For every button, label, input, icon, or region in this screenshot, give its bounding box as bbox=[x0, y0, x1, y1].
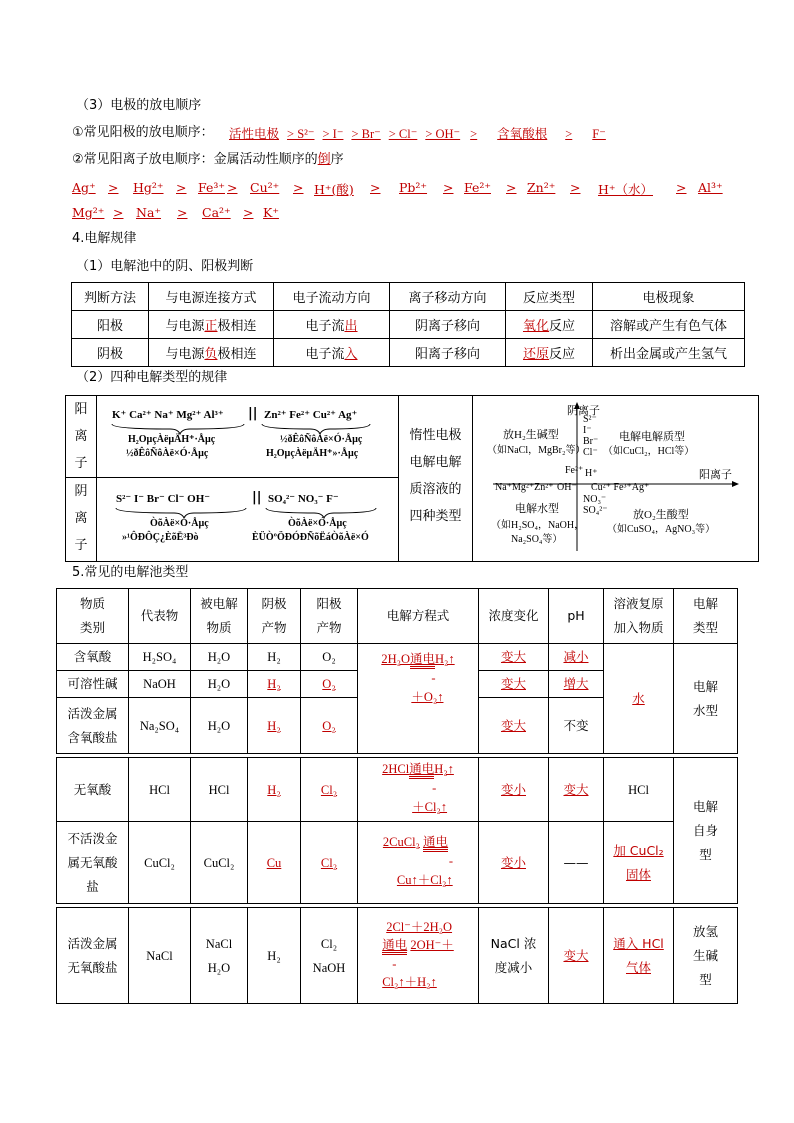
equation-cell bbox=[358, 644, 479, 754]
type-cell bbox=[674, 644, 738, 754]
cathode-product-cell: H₂ bbox=[248, 644, 301, 671]
cation-item: Na⁺ bbox=[136, 205, 161, 220]
cell-text: 反应 bbox=[549, 319, 576, 334]
type-cell bbox=[674, 908, 738, 1004]
greater-than-sign: > bbox=[177, 205, 188, 220]
cell-text: 电子流 bbox=[305, 347, 345, 362]
table-row bbox=[72, 311, 745, 339]
cell-text: NaCl H₂O bbox=[205, 936, 233, 975]
header-cell: 离子移动方向 bbox=[390, 283, 506, 311]
ion-label: I⁻ bbox=[583, 425, 592, 436]
cell-text: 极相连 bbox=[217, 319, 257, 334]
cathode-product-cell bbox=[248, 822, 301, 904]
type-text: 放氢生碱型 bbox=[692, 923, 718, 987]
representative-cell: HCl bbox=[129, 758, 191, 822]
eq-part: H₂↑ bbox=[434, 762, 454, 776]
electrode-judgement-heading: （1）电解池中的阴、阳极判断 bbox=[76, 259, 254, 274]
category-text: 活泼金属无氧酸盐 bbox=[67, 935, 118, 975]
cation-list-left: K⁺ Ca²⁺ Na⁺ Mg²⁺ Al³⁺ bbox=[112, 409, 224, 421]
anode-sequence-item: 活性电极 bbox=[229, 127, 280, 141]
cell-answer: 增大 bbox=[563, 676, 589, 691]
electrolyzed-cell: H₂O bbox=[191, 698, 248, 754]
cell-text: NaCl 浓度减小 bbox=[490, 935, 537, 975]
cation-item: Ca²⁺ bbox=[202, 205, 231, 220]
cell-answer: O₂ bbox=[322, 718, 336, 733]
cell-text: 与电源 bbox=[165, 319, 205, 334]
eq-part: - bbox=[448, 854, 454, 868]
eq-part: 2Cl⁻＋2H₂O bbox=[386, 919, 453, 934]
label-char: 离 bbox=[74, 511, 88, 526]
cation-item: H⁺(酸) bbox=[314, 182, 354, 197]
type-text: 电解自身型 bbox=[692, 798, 718, 862]
eq-part: 2OH⁻＋ bbox=[410, 937, 454, 952]
eq-part: - bbox=[392, 956, 397, 971]
header-text: 被电解物质 bbox=[200, 596, 238, 635]
cell-answer: 变大 bbox=[563, 947, 589, 963]
ion-label: Br⁻ bbox=[583, 436, 599, 447]
header-cell: 与电源连接方式 bbox=[149, 283, 274, 311]
eq-part: ＋O₂↑ bbox=[411, 690, 444, 704]
table-cell: 阴极 bbox=[72, 339, 149, 367]
table-cell bbox=[274, 311, 390, 339]
category-cell: 无氧酸 bbox=[57, 758, 129, 822]
anode-sequence-item: > S²⁻ bbox=[287, 127, 315, 141]
anion-axis-bottom bbox=[583, 494, 608, 516]
greater-than-sign: > bbox=[506, 180, 517, 195]
table-header-row bbox=[57, 589, 738, 644]
anode-sequence-item: > Cl⁻ bbox=[388, 127, 418, 141]
electrolysis-equation bbox=[382, 918, 454, 991]
cell-answer: H₂ bbox=[267, 782, 281, 797]
header-text: 阳极产物 bbox=[316, 596, 342, 635]
table-row bbox=[57, 644, 738, 671]
garbled-note: ½ðÊôÑôÀë×Ó·Åµç bbox=[280, 434, 363, 445]
cell-answer: H₂ bbox=[267, 718, 281, 733]
representative-cell: NaOH bbox=[129, 671, 191, 698]
eq-part: ＋Cl₂↑ bbox=[412, 800, 448, 814]
cation-axis-left: Na⁺Mg²⁺Zn²⁺ bbox=[495, 482, 554, 493]
greater-than-sign: > bbox=[676, 180, 687, 195]
type-cell bbox=[674, 758, 738, 904]
label-line: 质溶液的 bbox=[409, 482, 462, 497]
label-char: 离 bbox=[74, 429, 88, 444]
ph-cell: 不变 bbox=[549, 698, 604, 754]
cell-answer: 减小 bbox=[563, 649, 589, 664]
eq-part: - bbox=[432, 781, 437, 795]
cation-label bbox=[66, 396, 96, 477]
header-cell: 电子流动方向 bbox=[274, 283, 390, 311]
cell-answer: Cu bbox=[266, 855, 282, 870]
cell-answer: Cl₂ bbox=[320, 782, 338, 797]
cathode-blank: 倒 bbox=[317, 152, 331, 167]
header-cell bbox=[57, 589, 129, 644]
cathode-prefix: ②常见阳离子放电顺序：金属活动性顺序的 bbox=[72, 152, 318, 167]
cell-answer: 入 bbox=[344, 347, 358, 362]
header-cell: 电解方程式 bbox=[358, 589, 479, 644]
ion-label: Fe²⁺ bbox=[565, 465, 584, 476]
category-cell: 可溶性碱 bbox=[57, 671, 129, 698]
garbled-note: H₂OµçÀëµÄH⁺·Åµç bbox=[128, 434, 216, 445]
greater-than-sign: > bbox=[370, 180, 381, 195]
eq-arrow: 通电 bbox=[423, 835, 448, 852]
table-cell bbox=[274, 339, 390, 367]
table-cell: 析出金属或产生氢气 bbox=[593, 339, 745, 367]
cathode-product-cell bbox=[248, 758, 301, 822]
table-row bbox=[57, 908, 738, 1004]
garbled-note: ÈÜÒºÖÐÓÐÑõËáÒõÀë×Ó bbox=[252, 532, 369, 543]
eq-part: Cl₂↑＋H₂↑ bbox=[382, 974, 437, 989]
concentration-cell bbox=[479, 822, 549, 904]
anode-product-cell bbox=[301, 908, 358, 1004]
ion-label: S²⁻ bbox=[583, 414, 597, 425]
representative-cell: NaCl bbox=[129, 908, 191, 1004]
anode-sequence-item: > I⁻ bbox=[322, 127, 344, 141]
quadrant-example: Na₂SO₄等） bbox=[511, 534, 563, 545]
greater-than-sign: > bbox=[113, 205, 124, 220]
greater-than-sign: > bbox=[176, 180, 187, 195]
cell-answer: 正 bbox=[204, 319, 218, 334]
label-char: 子 bbox=[74, 456, 88, 471]
header-cell: 代表物 bbox=[129, 589, 191, 644]
anode-sequence-item: F⁻ bbox=[592, 127, 606, 141]
cell-answer: 变小 bbox=[500, 854, 526, 870]
table-cell: 阳离子移向 bbox=[390, 339, 506, 367]
garbled-note: ½ðÊôÑôÀë×Ó·Åµç bbox=[126, 448, 209, 459]
cell-text: Cl₂ NaOH bbox=[312, 936, 346, 975]
anion-list-right: SO₄²⁻ NO₃⁻ F⁻ bbox=[268, 493, 339, 505]
table-cell: 阴离子移向 bbox=[390, 311, 506, 339]
eq-arrow: 通电 bbox=[382, 938, 407, 955]
cell-answer: 通入 HCl 气体 bbox=[613, 935, 664, 975]
cation-item: Hg²⁺ bbox=[133, 180, 164, 195]
anode-sequence-item: 含氧酸根 bbox=[497, 127, 548, 141]
header-cell bbox=[604, 589, 674, 644]
anode-discharge-line bbox=[72, 123, 214, 143]
quadrant-example: （如CuCl₂，HCl等） bbox=[603, 446, 695, 457]
cell-answer: Cl₂ bbox=[320, 855, 338, 870]
cell-answer: O₂ bbox=[322, 677, 336, 691]
garbled-note: H₂OµçÀëµÄH⁺»·Åµç bbox=[266, 448, 359, 459]
restore-cell: HCl bbox=[604, 758, 674, 822]
category-text: 不活泼金属无氧酸盐 bbox=[67, 830, 118, 894]
quadrant-title: 放H₂生碱型 bbox=[503, 429, 559, 441]
header-text: 溶液复原加入物质 bbox=[613, 596, 664, 635]
cell-text: 极相连 bbox=[217, 347, 257, 362]
anode-sequence-item: > bbox=[565, 127, 573, 141]
four-types-box bbox=[65, 395, 759, 562]
equation-cell bbox=[358, 758, 479, 822]
electrolyzed-cell bbox=[191, 908, 248, 1004]
anode-sequence-item: > bbox=[470, 127, 478, 141]
header-cell bbox=[301, 589, 358, 644]
ion-label: OH⁻ bbox=[557, 482, 577, 493]
cathode-product-cell bbox=[248, 698, 301, 754]
type-text: 电解水型 bbox=[692, 678, 718, 718]
anion-label bbox=[66, 478, 96, 559]
cation-item: Ag⁺ bbox=[72, 180, 96, 195]
cell-text: 反应 bbox=[549, 347, 576, 362]
equation-cell bbox=[358, 908, 479, 1004]
concentration-cell bbox=[479, 671, 549, 698]
eq-arrow: 通电 bbox=[409, 762, 434, 779]
header-cell: 判断方法 bbox=[72, 283, 149, 311]
cathode-suffix: 序 bbox=[330, 152, 344, 167]
representative-cell: Na₂SO₄ bbox=[129, 698, 191, 754]
label-char: 阴 bbox=[74, 484, 88, 499]
electrolysis-equation bbox=[383, 833, 453, 890]
table-row bbox=[57, 822, 738, 904]
greater-than-sign: > bbox=[443, 180, 454, 195]
electrolysis-equation bbox=[381, 650, 454, 707]
electrolysis-equation bbox=[382, 760, 454, 817]
greater-than-sign: > bbox=[108, 180, 119, 195]
cation-item: Cu²⁺ bbox=[250, 180, 280, 195]
electrolyzed-cell: H₂O bbox=[191, 671, 248, 698]
restore-cell bbox=[604, 822, 674, 904]
header-cell: 浓度变化 bbox=[479, 589, 549, 644]
anode-product-cell bbox=[301, 758, 358, 822]
anode-sequence bbox=[229, 124, 606, 142]
anode-product-cell bbox=[301, 822, 358, 904]
quadrant-title: 电解水型 bbox=[515, 503, 559, 515]
greater-than-sign: > bbox=[227, 180, 238, 195]
category-cell bbox=[57, 698, 129, 754]
cation-list-right: Zn²⁺ Fe²⁺ Cu²⁺ Ag⁺ bbox=[264, 409, 358, 421]
ph-cell bbox=[549, 671, 604, 698]
anode-product-cell bbox=[301, 698, 358, 754]
four-types-heading: （2）四种电解类型的规律 bbox=[76, 370, 228, 385]
quadrant-example: （如CuSO₄，AgNO₃等） bbox=[607, 524, 716, 535]
table-cell bbox=[506, 311, 593, 339]
ph-cell bbox=[549, 908, 604, 1004]
cation-item: Pb²⁺ bbox=[399, 180, 428, 195]
electrolyzed-cell: HCl bbox=[191, 758, 248, 822]
cell-answer: H₂ bbox=[267, 677, 281, 691]
anode-sequence-item: > OH⁻ bbox=[425, 127, 461, 141]
separator-bars: || bbox=[248, 406, 258, 421]
electrolysis-rules-heading: 4.电解规律 bbox=[72, 231, 137, 246]
cell-answer: 变大 bbox=[500, 676, 526, 691]
cation-item: Fe³⁺ bbox=[198, 180, 225, 195]
quadrant-diagram bbox=[473, 396, 758, 561]
quadrant-title: 放O₂生酸型 bbox=[633, 509, 689, 521]
cathode-discharge-line bbox=[72, 150, 344, 170]
y-axis-label: 阴离子 bbox=[567, 405, 600, 417]
anion-axis-top bbox=[583, 414, 598, 458]
cell-answer: 氧化 bbox=[522, 319, 549, 334]
ph-cell bbox=[549, 758, 604, 822]
quadrant-example: （如NaCl，MgBr₂等） bbox=[487, 445, 586, 456]
table-cell bbox=[506, 339, 593, 367]
category-cell bbox=[57, 908, 129, 1004]
anode-prefix: ①常见阳极的放电顺序： bbox=[72, 125, 214, 140]
cell-answer: 变小 bbox=[500, 781, 526, 797]
table-cell bbox=[149, 311, 274, 339]
category-cell: 含氧酸 bbox=[57, 644, 129, 671]
cell-answer: 变大 bbox=[563, 781, 589, 797]
anode-product-cell bbox=[301, 671, 358, 698]
electrolytic-cell-table bbox=[56, 588, 738, 1004]
eq-part: - bbox=[431, 671, 436, 685]
category-text: 活泼金属含氧酸盐 bbox=[67, 705, 118, 745]
electrolytic-cell-types-heading: 5.常见的电解池类型 bbox=[72, 565, 189, 580]
representative-cell: H₂SO₄ bbox=[129, 644, 191, 671]
ion-label: NO₃⁻ bbox=[583, 494, 607, 505]
ion-label: H⁺ bbox=[585, 468, 598, 479]
quadrant-example: （如H₂SO₄，NaOH， bbox=[491, 520, 585, 531]
cell-answer: 变大 bbox=[500, 649, 526, 664]
greater-than-sign: > bbox=[570, 180, 581, 195]
cation-item: Fe²⁺ bbox=[464, 180, 491, 195]
ion-label: Cl⁻ bbox=[583, 447, 598, 458]
electrolyzed-cell: H₂O bbox=[191, 644, 248, 671]
x-axis-label: 阳离子 bbox=[699, 469, 732, 481]
garbled-note: »¹ÔÐÔÇ¿ÈõË³Ðò bbox=[122, 532, 199, 543]
table-cell bbox=[149, 339, 274, 367]
eq-part: 2CuCl₂ bbox=[382, 835, 420, 849]
cell-answer: 加 CuCl₂ 固体 bbox=[613, 842, 664, 882]
ion-label: SO₄²⁻ bbox=[583, 505, 608, 516]
cation-item: K⁺ bbox=[263, 205, 279, 220]
table-row bbox=[57, 758, 738, 822]
category-cell bbox=[57, 822, 129, 904]
cation-axis-right: Cu²⁺ Fe³⁺Ag⁺ bbox=[591, 482, 650, 493]
restore-cell bbox=[604, 644, 674, 754]
header-text: 电解类型 bbox=[692, 596, 718, 635]
cation-item: Al³⁺ bbox=[698, 180, 723, 195]
eq-part: Cu↑＋Cl₂↑ bbox=[396, 873, 453, 887]
ph-cell: —— bbox=[549, 822, 604, 904]
cell-answer: 还原 bbox=[522, 347, 549, 362]
restore-cell bbox=[604, 908, 674, 1004]
header-cell bbox=[248, 589, 301, 644]
electrolysis-types-label bbox=[399, 422, 472, 530]
header-text: 阴极产物 bbox=[261, 596, 287, 635]
label-line: 惰性电极 bbox=[409, 428, 462, 443]
greater-than-sign: > bbox=[293, 180, 304, 195]
cell-text: 与电源 bbox=[165, 347, 205, 362]
table-cell: 阳极 bbox=[72, 311, 149, 339]
header-text: 物质类别 bbox=[79, 596, 105, 635]
eq-part: 2HCl bbox=[382, 762, 410, 776]
cation-item: Zn²⁺ bbox=[527, 180, 556, 195]
representative-cell: CuCl₂ bbox=[129, 822, 191, 904]
label-line: 电解电解 bbox=[409, 455, 462, 470]
eq-arrow: 通电 bbox=[410, 652, 435, 669]
eq-part: H₂↑ bbox=[435, 652, 455, 666]
concentration-cell bbox=[479, 644, 549, 671]
table-header-row bbox=[72, 283, 745, 311]
garbled-note: ÒõÀë×Ó·Åµç bbox=[150, 518, 209, 529]
header-cell bbox=[674, 589, 738, 644]
discharge-order-heading: （3）电极的放电顺序 bbox=[76, 98, 202, 113]
anode-product-cell: O₂ bbox=[301, 644, 358, 671]
cell-answer: 水 bbox=[632, 690, 645, 706]
concentration-cell bbox=[479, 758, 549, 822]
cell-text: 电子流 bbox=[305, 319, 345, 334]
concentration-cell bbox=[479, 908, 549, 1004]
greater-than-sign: > bbox=[243, 205, 254, 220]
header-cell: 反应类型 bbox=[506, 283, 593, 311]
header-cell bbox=[191, 589, 248, 644]
equation-cell bbox=[358, 822, 479, 904]
anode-sequence-item: > Br⁻ bbox=[351, 127, 381, 141]
garbled-note: ÒõÀë×Ó·Åµç bbox=[288, 518, 347, 529]
ph-cell bbox=[549, 644, 604, 671]
anion-list-left: S²⁻ I⁻ Br⁻ Cl⁻ OH⁻ bbox=[116, 493, 211, 505]
cell-answer: 出 bbox=[344, 319, 358, 334]
label-char: 子 bbox=[74, 538, 88, 553]
label-line: 四种类型 bbox=[409, 509, 462, 524]
eq-part: 2H₂O bbox=[381, 652, 410, 666]
separator-bars: || bbox=[252, 490, 262, 505]
electrolyzed-cell: CuCl₂ bbox=[191, 822, 248, 904]
table-row bbox=[72, 339, 745, 367]
cation-item: H⁺（水） bbox=[598, 182, 653, 197]
concentration-cell bbox=[479, 698, 549, 754]
cell-answer: 负 bbox=[204, 347, 218, 362]
label-char: 阳 bbox=[74, 402, 88, 417]
table-cell: 溶解或产生有色气体 bbox=[593, 311, 745, 339]
header-cell: 电极现象 bbox=[593, 283, 745, 311]
cell-answer: 变大 bbox=[500, 717, 526, 733]
header-cell: pH bbox=[549, 589, 604, 644]
quadrant-title: 电解电解质型 bbox=[619, 431, 685, 443]
cation-item: Mg²⁺ bbox=[72, 205, 105, 220]
electrode-judgement-table bbox=[71, 282, 745, 367]
cathode-product-cell: H₂ bbox=[248, 908, 301, 1004]
cathode-product-cell bbox=[248, 671, 301, 698]
